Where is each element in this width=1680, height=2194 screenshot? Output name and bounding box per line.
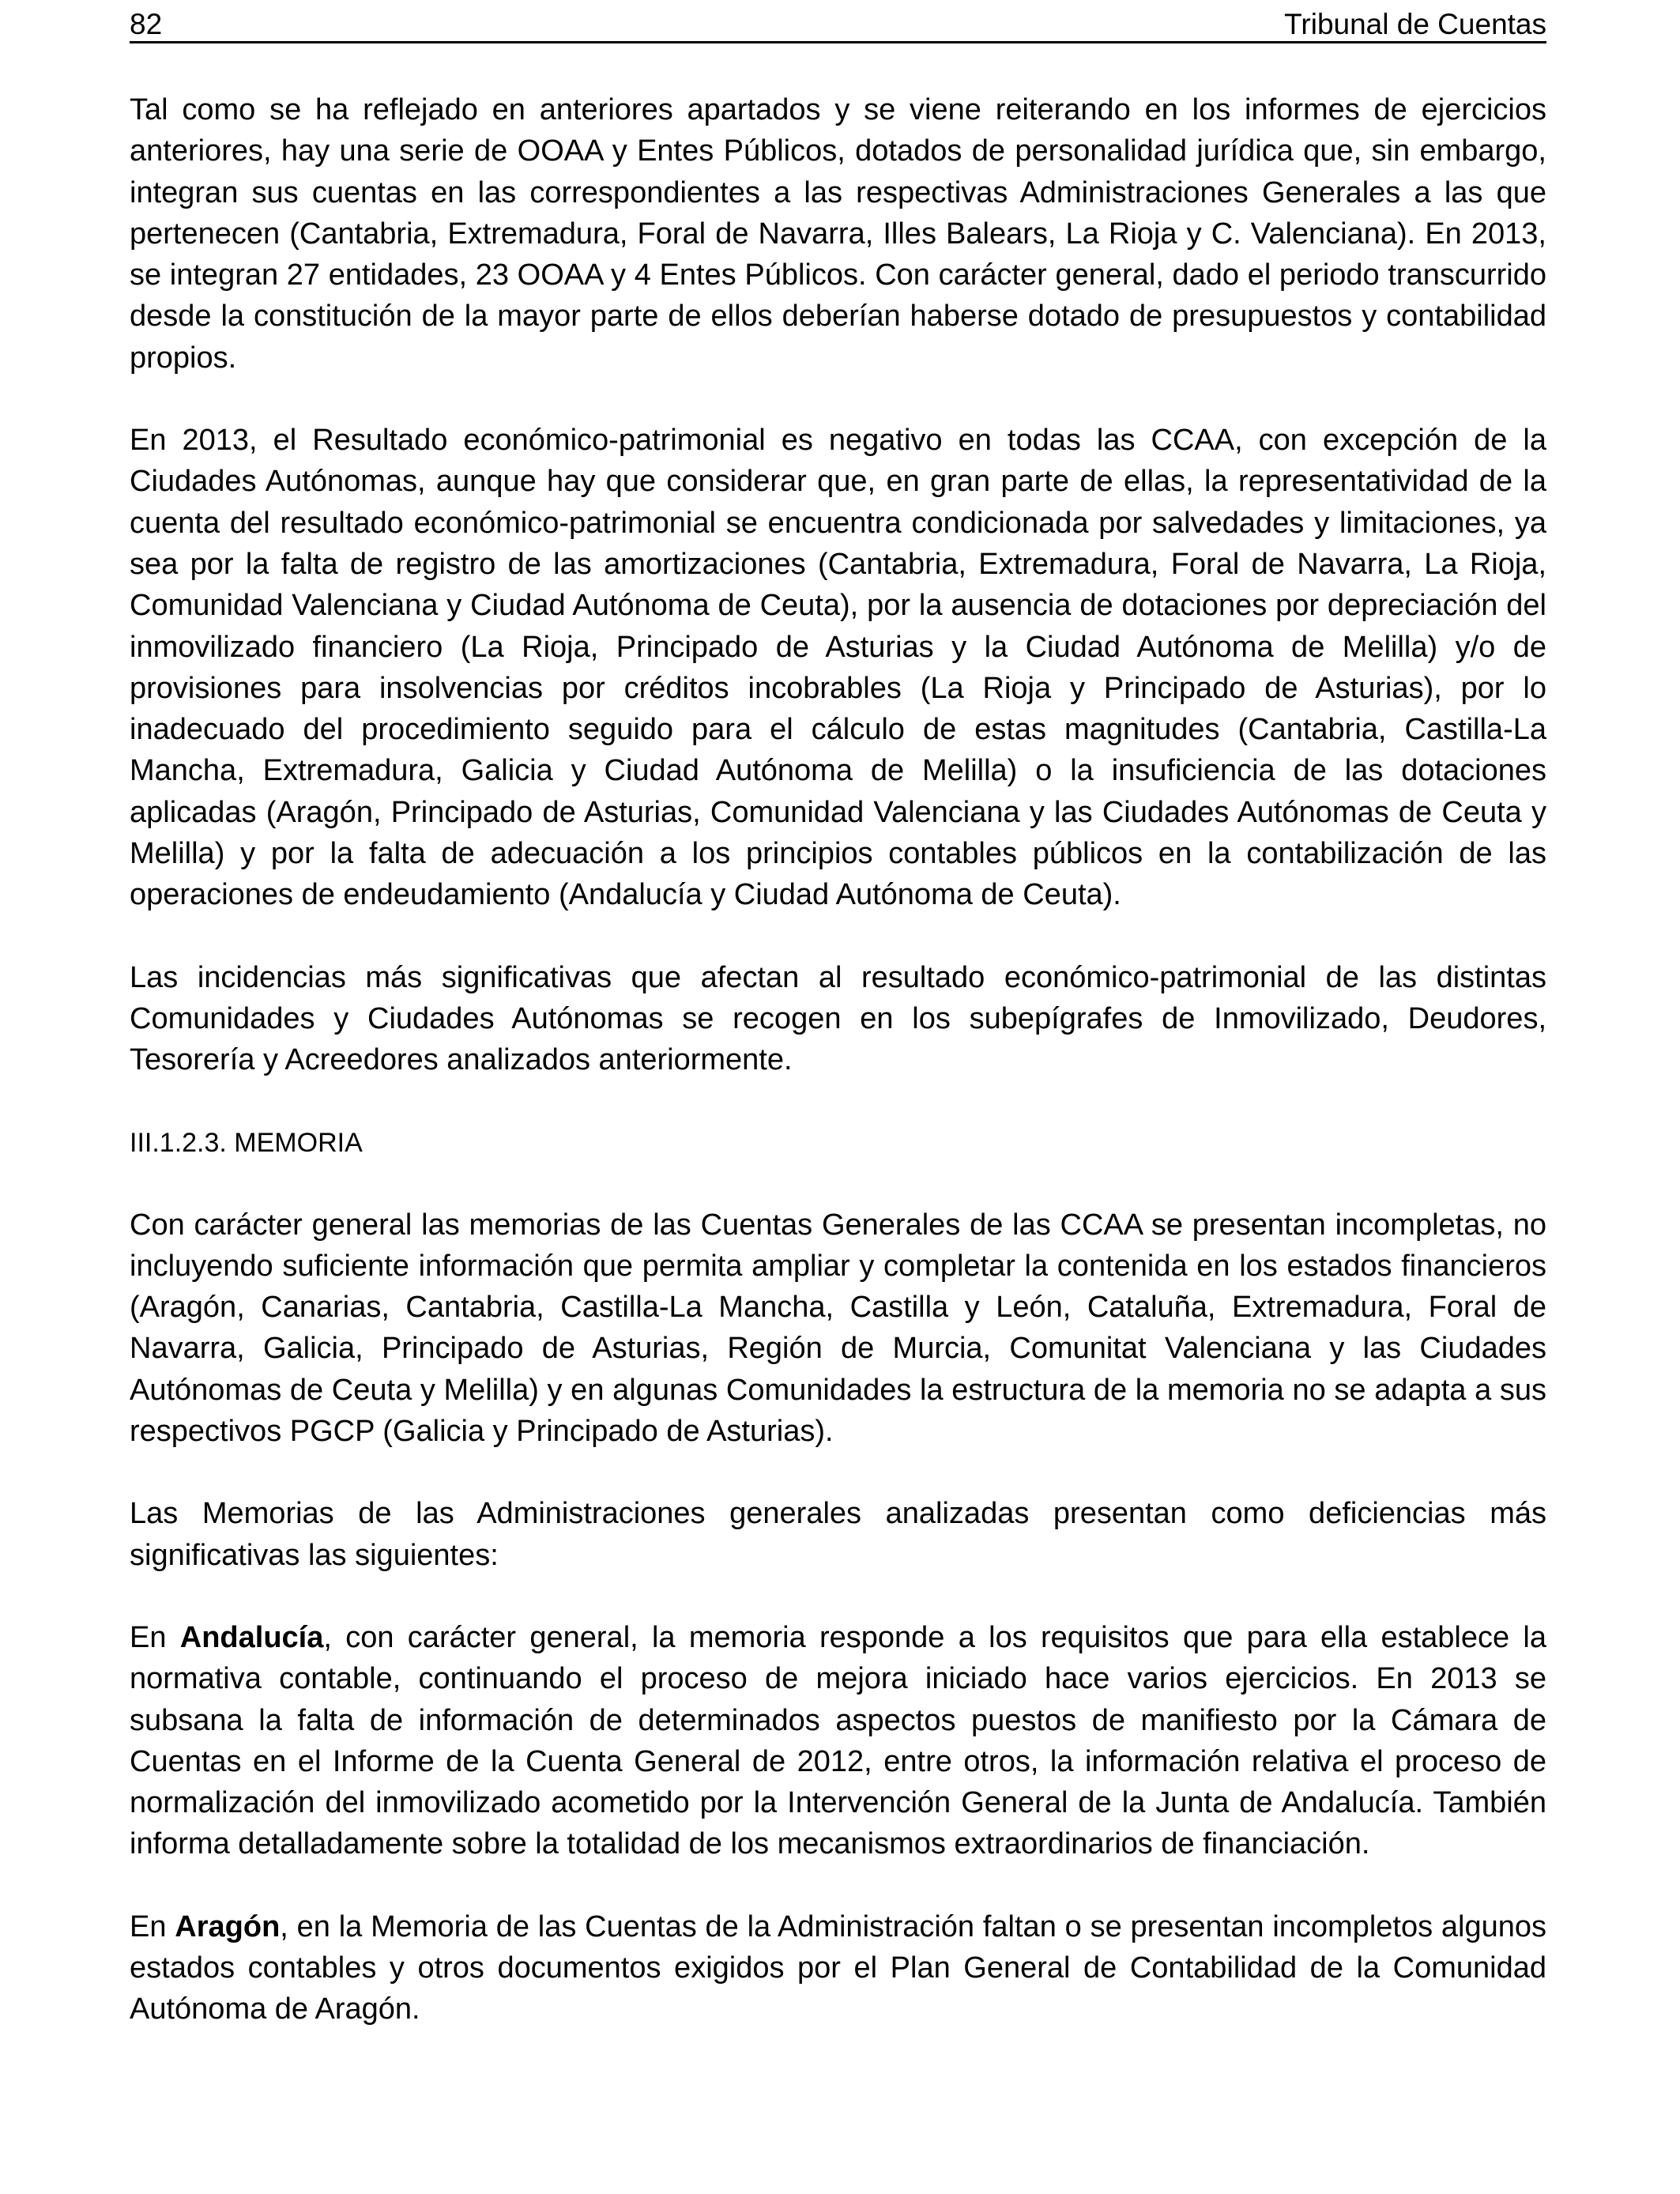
paragraph-lead: En [130, 1909, 175, 1943]
region-name-andalucia: Andalucía [179, 1620, 324, 1654]
page-number: 82 [130, 8, 163, 40]
page-header [130, 8, 1546, 43]
paragraph-ooaa-entes-publicos: Tal como se ha reflejado en anteriores apartados y se viene reiterando en los informes de ejercicios anteriores, hay una serie de OOAA y Entes Públicos, dotados de personalidad jurídica que, sin embargo, integran sus cuentas en las correspondientes a las respectivas Administraciones Generales a las que pertenecen (Cantabria, Extremadura, Foral de Navarra, Illes Balears, La Rioja y C. Valenciana). En 2013, se integran 27 entidades, 23 OOAA y 4 Entes Públicos. Con carácter general, dado el periodo transcurrido desde la constitución de la mayor parte de ellos deberían haberse dotado de presupuestos y contabilidad propios. [130, 93, 1546, 375]
paragraph-text: , en la Memoria de las Cuentas de la Administración faltan o se presentan incompletos algunos estados contables y otros documentos exigidos por el Plan General de Contabilidad de la Comunidad Autónoma de Aragón. [130, 1909, 1546, 2026]
paragraph-lead: En [130, 1620, 180, 1654]
section-heading-memoria: III.1.2.3. MEMORIA [130, 1127, 363, 1158]
paragraph-resultado-economico: En 2013, el Resultado económico-patrimonial es negativo en todas las CCAA, con excepción de la Ciudades Autónomas, aunque hay que considerar que, en gran parte de ellas, la representatividad de la cuenta del resultado económico-patrimonial se encuentra condicionada por salvedades y limitaciones, ya sea por la falta de registro de las amortizaciones (Cantabria, Extremadura, Foral de Navarra, La Rioja, Comunidad Valenciana y Ciudad Autónoma de Ceuta), por la ausencia de dotaciones por depreciación del inmovilizado financiero (La Rioja, Principado de Asturias y la Ciudad Autónoma de Melilla) y/o de provisiones para insolvencias por créditos incobrables (La Rioja y Principado de Asturias), por lo inadecuado del procedimiento seguido para el cálculo de estas magnitudes (Cantabria, Castilla-La Mancha, Extremadura, Galicia y Ciudad Autónoma de Melilla) o la insuficiencia de las dotaciones aplicadas (Aragón, Principado de Asturias, Comunidad Valenciana y las Ciudades Autónomas de Ceuta y Melilla) y por la falta de adecuación a los principios contables públicos en la contabilización de las operaciones de endeudamiento (Andalucía y Ciudad Autónoma de Ceuta). [130, 424, 1546, 912]
document-body [130, 89, 1546, 2071]
paragraph-aragon [130, 1906, 1546, 2030]
paragraph-memorias-incompletas: Con carácter general las memorias de las Cuentas Generales de las CCAA se presentan incompletas, no incluyendo suficiente información que permita ampliar y completar la contenida en los estados financieros (Aragón, Canarias, Cantabria, Castilla-La Mancha, Castilla y León, Cataluña, Extremadura, Foral de Navarra, Galicia, Principado de Asturias, Región de Murcia, Comunitat Valenciana y las Ciudades Autónomas de Ceuta y Melilla) y en algunas Comunidades la estructura de la memoria no se adapta a sus respectivos PGCP (Galicia y Principado de Asturias). [130, 1208, 1546, 1449]
region-name-aragon: Aragón [175, 1909, 281, 1943]
paragraph-incidencias: Las incidencias más significativas que afectan al resultado económico-patrimonial de las distintas Comunidades y Ciudades Autónomas se recogen en los subepígrafes de Inmovilizado, Deudores, Tesorería y Acreedores analizados anteriormente. [130, 960, 1546, 1077]
paragraph-deficiencias: Las Memorias de las Administraciones generales analizadas presentan como deficiencias más significativas las siguientes: [130, 1497, 1546, 1572]
paragraph-andalucia [130, 1617, 1546, 1865]
running-title: Tribunal de Cuentas [1284, 8, 1546, 40]
paragraph-text: , con carácter general, la memoria responde a los requisitos que para ella establece la normativa contable, continuando el proceso de mejora iniciado hace varios ejercicios. En 2013 se subsana la falta de información de determinados aspectos puestos de manifiesto por la Cámara de Cuentas en el Informe de la Cuenta General de 2012, entre otros, la información relativa el proceso de normalización del inmovilizado acometido por la Intervención General de la Junta de Andalucía. También informa detalladamente sobre la totalidad de los mecanismos extraordinarios de financiación. [130, 1620, 1546, 1861]
